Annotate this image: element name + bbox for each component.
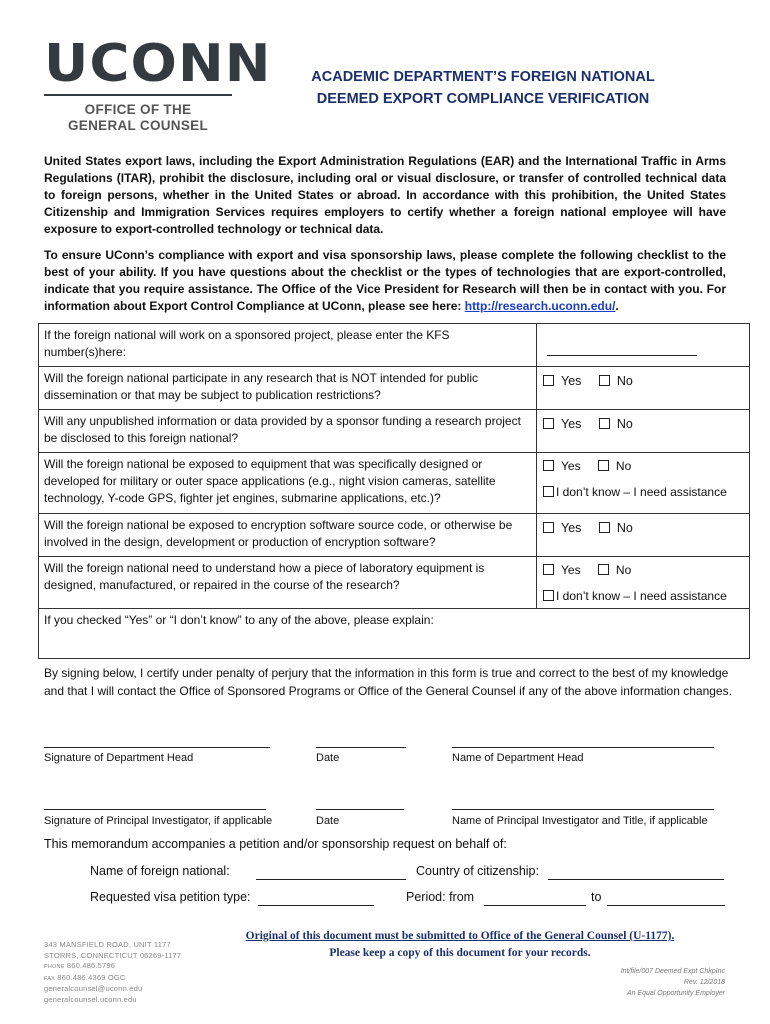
q2-no-label: No bbox=[616, 417, 633, 431]
explain-label: If you checked “Yes” or “I don’t know” to any of the above, please explain: bbox=[44, 613, 434, 627]
certification-text: By signing below, I certify under penalty of perjury that the information in this form is true and correct to the best of my knowledge and that I will contact the Office of Sponsored Programs or Office of the General Counsel if any of the above information changes. bbox=[44, 666, 732, 698]
table-row bbox=[39, 514, 750, 557]
q3-idk-label: I don’t know – I need assistance bbox=[556, 485, 727, 499]
fax-label: FAX bbox=[44, 975, 55, 982]
q5-idk-checkbox[interactable] bbox=[543, 590, 554, 601]
q2-yes-checkbox[interactable] bbox=[543, 418, 554, 429]
period-to-label: to bbox=[591, 890, 602, 904]
pi-date-line[interactable] bbox=[316, 809, 404, 810]
uconn-logo bbox=[44, 34, 272, 134]
q5-no-label: No bbox=[615, 563, 632, 577]
q5-idk-option[interactable] bbox=[543, 588, 743, 605]
table-row bbox=[39, 324, 750, 367]
table-row bbox=[39, 410, 750, 453]
notice-line-1: Original of this document must be submitted to Office of the General Counsel (U-1177). bbox=[245, 930, 675, 942]
q1-no-checkbox[interactable] bbox=[599, 375, 610, 386]
q3-no-label: No bbox=[615, 459, 632, 473]
q2-yes-label: Yes bbox=[561, 417, 582, 431]
question-3: Will the foreign national be exposed to equipment that was specifically designed or developed for military or outer space applications (e.g., night vision cameras, satellite technology, Y-code GPS, fighter jet engines, submarine applications, etc.)? bbox=[39, 453, 537, 514]
notice-line-2: Please keep a copy of this document for your records. bbox=[329, 947, 591, 959]
fax-line bbox=[44, 973, 181, 985]
q1-yes-checkbox[interactable] bbox=[543, 375, 554, 386]
q5-idk-label: I don’t know – I need assistance bbox=[556, 589, 727, 603]
kfs-question: If the foreign national will work on a sponsored project, please enter the KFS number(s)here: bbox=[39, 324, 537, 367]
table-row bbox=[39, 557, 750, 609]
pi-name-line[interactable] bbox=[452, 809, 714, 810]
q2-yes-option[interactable] bbox=[543, 416, 581, 433]
q1-no-option[interactable] bbox=[599, 373, 633, 390]
q1-yes-label: Yes bbox=[561, 374, 582, 388]
q1-no-label: No bbox=[616, 374, 633, 388]
answer-cell-2 bbox=[537, 410, 750, 453]
intro-paragraph-1: United States export laws, including the Export Administration Regulations (EAR) and the International Traffic in Arms Regulations (ITAR), prohibit the disclosure, including oral or visual disclosure, or transfer of controlled technical data to foreign persons, whether in the United States or abroad. In accordance with this prohibition, the United States Citizenship and Immigration Services requires employers to certify whether a foreign national employee will have exposure to export-controlled technology or technical data. bbox=[44, 154, 726, 236]
q4-yes-checkbox[interactable] bbox=[543, 522, 554, 533]
intro-paragraph-2 bbox=[44, 247, 726, 315]
answer-cell-5 bbox=[537, 557, 750, 609]
intro-paragraph-2-text: To ensure UConn’s compliance with export and visa sponsorship laws, please complete the following checklist to the best of your ability. If you have questions about the checklist or the types of technologies that are export-controlled, indicate that you require assistance. The Office of the Vice President for Research will then be in contact with you. For information about Export Control Compliance at UConn, please see here: bbox=[44, 248, 726, 313]
q3-yes-label: Yes bbox=[561, 459, 581, 473]
phone-label: PHONE bbox=[44, 964, 65, 970]
submission-notice bbox=[205, 928, 715, 962]
kfs-answer-cell bbox=[537, 324, 750, 367]
country-label: Country of citizenship: bbox=[416, 864, 539, 878]
q3-idk-option[interactable] bbox=[543, 484, 743, 501]
q5-no-checkbox[interactable] bbox=[598, 564, 609, 575]
website: generalcounsel.uconn.edu bbox=[44, 994, 137, 1004]
phone-number: 860.486.5796 bbox=[66, 961, 116, 970]
q4-no-label: No bbox=[616, 521, 633, 535]
answer-cell-1 bbox=[537, 367, 750, 410]
dept-head-date-label: Date bbox=[316, 752, 340, 764]
checklist-table bbox=[38, 323, 750, 659]
question-5: Will the foreign national need to understand how a piece of laboratory equipment is designed, manufactured, or repaired in the course of the research? bbox=[39, 557, 537, 609]
office-name bbox=[44, 102, 232, 134]
dept-head-date-line[interactable] bbox=[316, 747, 406, 748]
q1-yes-option[interactable] bbox=[543, 373, 581, 390]
answer-cell-4 bbox=[537, 514, 750, 557]
revision: Rev. 12/2018 bbox=[683, 979, 725, 986]
q3-no-option[interactable] bbox=[598, 458, 631, 475]
office-address bbox=[44, 940, 181, 1005]
address-line-2: STORRS, CONNECTICUT 06269-1177 bbox=[44, 950, 182, 960]
phone-line bbox=[44, 961, 181, 973]
dept-head-name-label: Name of Department Head bbox=[452, 752, 584, 764]
page-title bbox=[268, 66, 698, 110]
pi-signature-line[interactable] bbox=[44, 809, 266, 810]
title-line-2: DEEMED EXPORT COMPLIANCE VERIFICATION bbox=[316, 91, 650, 107]
petition-intro: This memorandum accompanies a petition and/or sponsorship request on behalf of: bbox=[44, 837, 507, 851]
intro-paragraph-2-end: . bbox=[615, 299, 619, 313]
dept-head-name-line[interactable] bbox=[452, 747, 714, 748]
question-2: Will any unpublished information or data provided by a sponsor funding a research project be disclosed to this foreign national? bbox=[39, 410, 537, 453]
email: generalcounsel@uconn.edu bbox=[44, 984, 143, 993]
pi-signature-label: Signature of Principal Investigator, if applicable bbox=[44, 815, 273, 827]
research-link[interactable]: http://research.uconn.edu/ bbox=[464, 299, 616, 313]
q5-no-option[interactable] bbox=[598, 562, 631, 579]
period-from-label: Period: from bbox=[406, 890, 475, 904]
q4-yes-option[interactable] bbox=[543, 520, 581, 537]
address-line-1: 343 MANSFIELD ROAD, UNIT 1177 bbox=[44, 940, 171, 949]
period-from-field[interactable] bbox=[484, 905, 586, 906]
table-row bbox=[39, 453, 750, 514]
title-line-1: ACADEMIC DEPARTMENT’S FOREIGN NATIONAL bbox=[311, 69, 655, 85]
visa-type-field[interactable] bbox=[258, 905, 374, 906]
logo-divider bbox=[44, 94, 232, 96]
foreign-national-name-label: Name of foreign national: bbox=[90, 864, 230, 878]
q3-yes-checkbox[interactable] bbox=[543, 460, 554, 471]
q4-yes-label: Yes bbox=[561, 521, 582, 535]
explain-cell[interactable] bbox=[39, 609, 750, 659]
equal-opportunity: An Equal Opportunity Employer bbox=[626, 990, 725, 997]
q3-idk-checkbox[interactable] bbox=[543, 486, 554, 497]
q5-yes-option[interactable] bbox=[543, 562, 581, 579]
table-row bbox=[39, 609, 750, 659]
q4-no-option[interactable] bbox=[599, 520, 633, 537]
q2-no-checkbox[interactable] bbox=[599, 418, 610, 429]
q4-no-checkbox[interactable] bbox=[599, 522, 610, 533]
question-4: Will the foreign national be exposed to encryption software source code, or otherwise be involved in the design, development or production of encryption software? bbox=[39, 514, 537, 557]
pi-name-label: Name of Principal Investigator and Title, if applicable bbox=[452, 815, 708, 827]
fax-number: 860.486.4369 OGC bbox=[57, 972, 126, 982]
question-1: Will the foreign national participate in any research that is NOT intended for public dissemination or that may be subject to publication restrictions? bbox=[39, 367, 537, 410]
form-info bbox=[560, 966, 725, 999]
dept-head-signature-line[interactable] bbox=[44, 747, 270, 748]
logo-wordmark: UCONN bbox=[44, 34, 272, 94]
pi-date-label: Date bbox=[316, 815, 340, 827]
form-id: Int/file/007 Deemed Expt ChkpInc bbox=[620, 968, 725, 975]
q3-yes-option[interactable] bbox=[543, 458, 581, 475]
foreign-national-name-row bbox=[90, 864, 230, 878]
period-to-field[interactable] bbox=[607, 905, 725, 906]
country-field[interactable] bbox=[548, 879, 724, 880]
foreign-national-name-field[interactable] bbox=[256, 879, 406, 880]
table-row bbox=[39, 367, 750, 410]
q2-no-option[interactable] bbox=[599, 416, 633, 433]
answer-cell-3 bbox=[537, 453, 750, 514]
q3-no-checkbox[interactable] bbox=[598, 460, 609, 471]
office-line-1: OFFICE OF THE bbox=[84, 102, 192, 117]
kfs-number-field[interactable] bbox=[547, 355, 697, 356]
visa-type-label: Requested visa petition type: bbox=[90, 890, 251, 904]
q5-yes-label: Yes bbox=[561, 563, 581, 577]
dept-head-signature-label: Signature of Department Head bbox=[44, 752, 194, 764]
q5-yes-checkbox[interactable] bbox=[543, 564, 554, 575]
office-line-2: GENERAL COUNSEL bbox=[67, 118, 208, 133]
